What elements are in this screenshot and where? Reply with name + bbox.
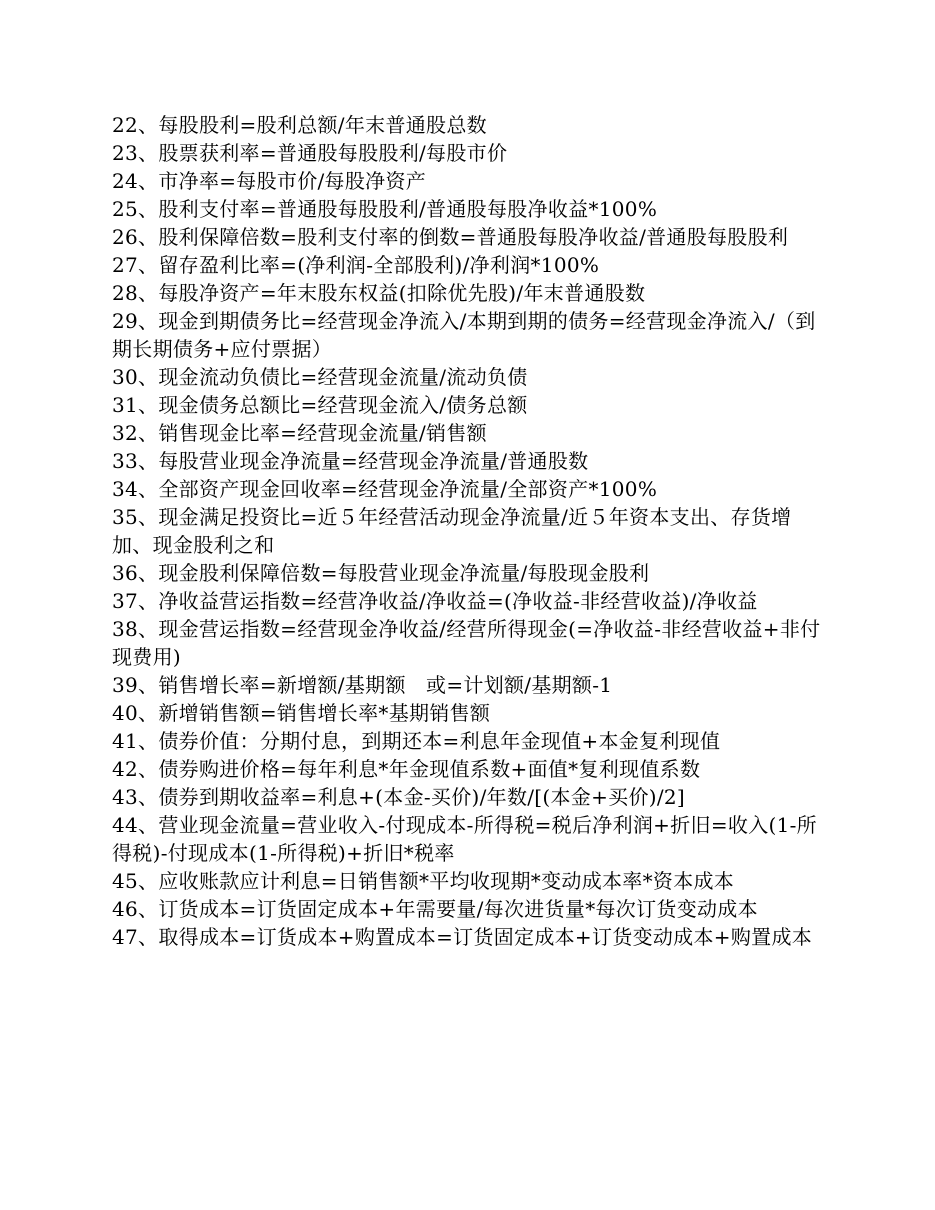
formula-44: 44、营业现金流量=营业收入-付现成本-所得税=税后净利润+折旧=收入(1-所得税)-付现成本(1-所得税)+折旧*税率 [112,813,817,865]
formula-26: 26、股利保障倍数=股利支付率的倒数=普通股每股净收益/普通股每股股利 [112,225,789,249]
formula-23: 23、股票获利率=普通股每股股利/每股市价 [112,141,508,165]
formula-37: 37、净收益营运指数=经营净收益/净收益=(净收益-非经营收益)/净收益 [112,589,758,613]
formula-45: 45、应收账款应计利息=日销售额*平均收现期*变动成本率*资本成本 [112,869,735,893]
formula-46: 46、订货成本=订货固定成本+年需要量/每次进货量*每次订货变动成本 [112,897,758,921]
formula-43: 43、债券到期收益率=利息+(本金-买价)/年数/[(本金+买价)/2] [112,785,686,809]
formula-47: 47、取得成本=订货成本+购置成本=订货固定成本+订货变动成本+购置成本 [112,925,813,949]
formula-25: 25、股利支付率=普通股每股股利/普通股每股净收益*100% [112,197,658,221]
formula-30: 30、现金流动负债比=经营现金流量/流动负债 [112,365,528,389]
document-body [112,111,828,951]
formula-42: 42、债券购进价格=每年利息*年金现值系数+面值*复利现值系数 [112,757,701,781]
formula-34: 34、全部资产现金回收率=经营现金净流量/全部资产*100% [112,477,658,501]
formula-29: 29、现金到期债务比=经营现金净流入/本期到期的债务=经营现金净流入/（到期长期债务+应付票据） [112,309,816,361]
formula-24: 24、市净率=每股市价/每股净资产 [112,169,427,193]
formula-39: 39、销售增长率=新增额/基期额 或=计划额/基期额-1 [112,673,613,697]
formula-33: 33、每股营业现金净流量=经营现金净流量/普通股数 [112,449,589,473]
formula-32: 32、销售现金比率=经营现金流量/销售额 [112,421,487,445]
formula-22: 22、每股股利=股利总额/年末普通股总数 [112,113,487,137]
formula-35: 35、现金满足投资比=近５年经营活动现金净流量/近５年资本支出、存货增加、现金股利之和 [112,505,792,557]
formula-41: 41、债券价值：分期付息，到期还本=利息年金现值+本金复利现值 [112,729,721,753]
formula-31: 31、现金债务总额比=经营现金流入/债务总额 [112,393,528,417]
formula-38: 38、现金营运指数=经营现金净收益/经营所得现金(=净收益-非经营收益+非付现费用) [112,617,821,669]
formula-36: 36、现金股利保障倍数=每股营业现金净流量/每股现金股利 [112,561,650,585]
formula-28: 28、每股净资产=年末股东权益(扣除优先股)/年末普通股数 [112,281,646,305]
formula-40: 40、新增销售额=销售增长率*基期销售额 [112,701,491,725]
formula-27: 27、留存盈利比率=(净利润-全部股利)/净利润*100% [112,253,600,277]
